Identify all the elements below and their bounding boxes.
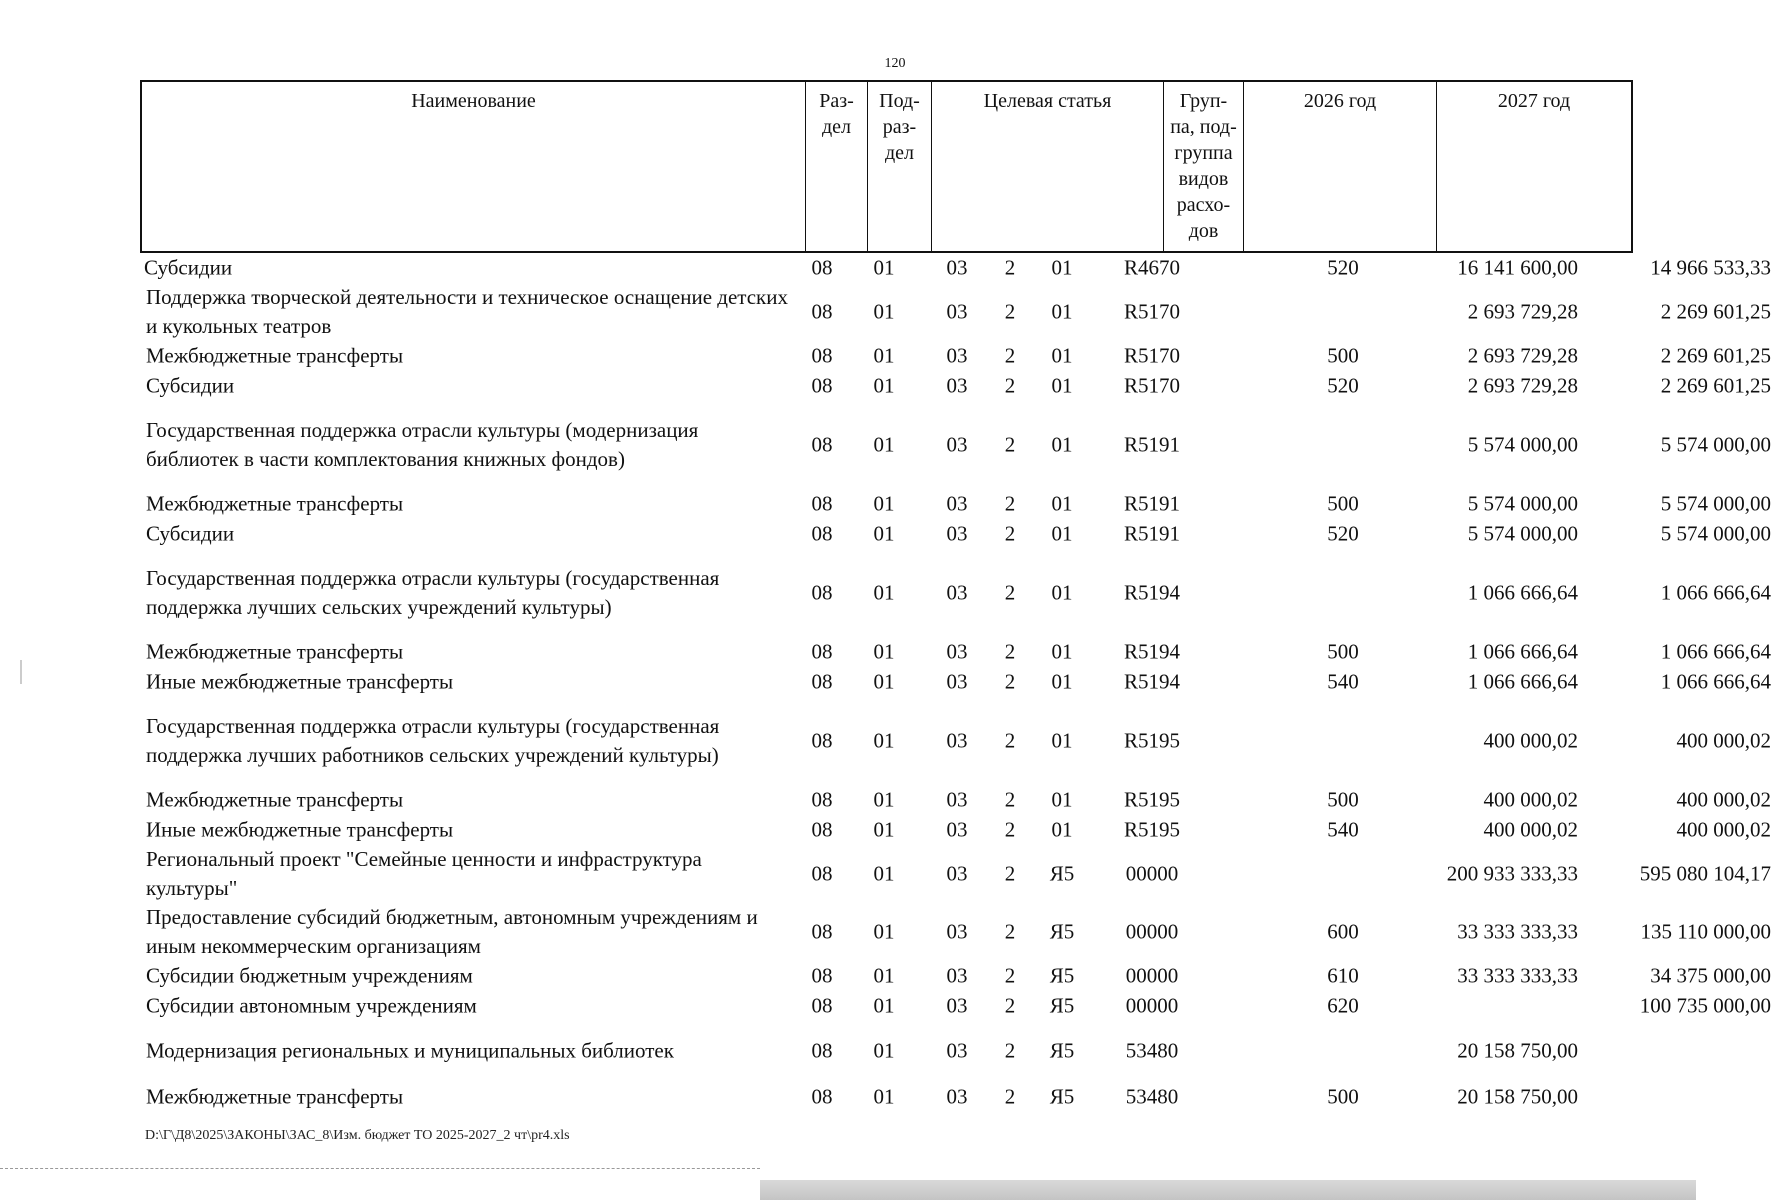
row-2026: 33 333 333,33: [1457, 919, 1578, 944]
row-group: 600: [1327, 919, 1359, 944]
table-row: [140, 283, 1771, 341]
table-row: [140, 1021, 1633, 1081]
header-gruppa-line: группа: [1174, 142, 1233, 164]
row-cs-program: 03: [946, 669, 968, 694]
row-podrazdel: 01: [873, 432, 895, 457]
row-cs-type: 2: [1004, 1038, 1016, 1063]
row-cs-subprogram: 01: [1051, 817, 1073, 842]
table-row: [140, 845, 1771, 903]
row-cs-subprogram: 01: [1051, 728, 1073, 753]
row-2026: 1 066 666,64: [1467, 580, 1578, 605]
row-2026: 2 693 729,28: [1467, 373, 1578, 398]
row-cs-program: 03: [946, 728, 968, 753]
row-podrazdel: 01: [873, 299, 895, 324]
row-podrazdel: 01: [873, 669, 895, 694]
row-podrazdel: 01: [873, 861, 895, 886]
row-group: 500: [1327, 1084, 1359, 1109]
row-group: 500: [1327, 343, 1359, 368]
row-cs-type: 2: [1004, 580, 1016, 605]
row-cs-program: 03: [946, 491, 968, 516]
row-name: Межбюджетные трансферты: [146, 1084, 404, 1109]
row-name: Межбюджетные трансферты: [146, 343, 404, 368]
row-cs-direction: R5195: [1123, 787, 1180, 812]
row-cs-type: 2: [1004, 728, 1016, 753]
row-2027: 2 269 601,25: [1660, 343, 1771, 368]
file-path-footer: D:\Г\Д8\2025\ЗАКОНЫ\ЗАС_8\Изм. бюджет ТО 2025-2027_2 чт\pr4.xls: [145, 1128, 570, 1143]
header-podrazdel-line: Под-: [879, 90, 920, 112]
row-cs-program: 03: [946, 787, 968, 812]
row-2026: 200 933 333,33: [1446, 861, 1578, 886]
row-group: 540: [1327, 669, 1359, 694]
row-cs-subprogram: 01: [1051, 639, 1073, 664]
row-2027: 400 000,02: [1676, 787, 1771, 812]
row-podrazdel: 01: [873, 580, 895, 605]
row-razdel: 08: [811, 373, 833, 398]
row-podrazdel: 01: [873, 919, 895, 944]
row-cs-direction: R5170: [1123, 343, 1180, 368]
row-cs-type: 2: [1004, 432, 1016, 457]
table-row: [140, 961, 1771, 991]
row-2027: 135 110 000,00: [1640, 919, 1771, 944]
row-2026: 400 000,02: [1483, 728, 1578, 753]
row-2026: 1 066 666,64: [1467, 669, 1578, 694]
row-name: Государственная поддержка отрасли культуры (модернизация библиотек в части комплектования книжных фондов): [146, 418, 699, 471]
header-gruppa-line: дов: [1188, 220, 1219, 242]
table-row: [140, 341, 1771, 371]
row-cs-subprogram: 01: [1051, 343, 1073, 368]
header-2027-label: 2027 год: [1497, 90, 1571, 112]
row-name: Субсидии автономным учреждениям: [146, 993, 477, 1018]
row-cs-program: 03: [946, 373, 968, 398]
row-cs-program: 03: [946, 255, 968, 280]
row-cs-subprogram: 01: [1051, 787, 1073, 812]
scan-mark: [20, 660, 22, 684]
row-group: 500: [1327, 639, 1359, 664]
header-gruppa: [1164, 82, 1244, 251]
row-group: 520: [1327, 521, 1359, 546]
table-row: [140, 1081, 1633, 1113]
row-cs-type: 2: [1004, 919, 1016, 944]
header-podrazdel-line: дел: [884, 142, 915, 164]
table-row: [140, 697, 1771, 785]
row-cs-type: 2: [1004, 817, 1016, 842]
row-2026: 400 000,02: [1483, 817, 1578, 842]
row-group: 500: [1327, 491, 1359, 516]
row-name: Субсидии бюджетным учреждениям: [146, 963, 473, 988]
row-2026: 2 693 729,28: [1467, 299, 1578, 324]
table-row: [140, 991, 1771, 1021]
row-cs-subprogram: 01: [1051, 491, 1073, 516]
row-2026: 5 574 000,00: [1467, 521, 1578, 546]
table-row: [140, 667, 1771, 697]
row-cs-program: 03: [946, 817, 968, 842]
row-razdel: 08: [811, 343, 833, 368]
row-2027: 1 066 666,64: [1660, 580, 1771, 605]
header-podrazdel: [868, 82, 932, 251]
row-razdel: 08: [811, 787, 833, 812]
row-2026: 5 574 000,00: [1467, 432, 1578, 457]
table-row: [140, 489, 1771, 519]
row-name: Иные межбюджетные трансферты: [146, 669, 454, 694]
row-2027: 34 375 000,00: [1650, 963, 1771, 988]
row-razdel: 08: [811, 1038, 833, 1063]
row-cs-subprogram: 01: [1051, 432, 1073, 457]
row-razdel: 08: [811, 861, 833, 886]
row-2027: 400 000,02: [1676, 817, 1771, 842]
row-2026: 1 066 666,64: [1467, 639, 1578, 664]
row-2027: 2 269 601,25: [1660, 299, 1771, 324]
row-cs-program: 03: [946, 919, 968, 944]
row-cs-direction: 53480: [1125, 1084, 1179, 1109]
row-cs-direction: 53480: [1125, 1038, 1179, 1063]
row-name: Межбюджетные трансферты: [146, 787, 404, 812]
scan-bottom-edge: [760, 1180, 1696, 1200]
row-cs-direction: R4670: [1123, 255, 1180, 280]
row-name: Региональный проект "Семейные ценности и инфраструктура культуры": [146, 847, 702, 900]
row-podrazdel: 01: [873, 1038, 895, 1063]
row-cs-program: 03: [946, 432, 968, 457]
row-cs-direction: R5195: [1123, 728, 1180, 753]
row-cs-type: 2: [1004, 255, 1016, 280]
row-cs-subprogram: 01: [1051, 373, 1073, 398]
header-name-label: Наименование: [411, 90, 536, 112]
row-razdel: 08: [811, 728, 833, 753]
header-2026-label: 2026 год: [1303, 90, 1377, 112]
row-name: Поддержка творческой деятельности и техническое оснащение детских и кукольных театров: [146, 285, 788, 338]
row-name: Государственная поддержка отрасли культуры (государственная поддержка лучших работников сельских учреждений культуры): [146, 714, 720, 767]
row-cs-type: 2: [1004, 787, 1016, 812]
table-row: [140, 815, 1771, 845]
row-cs-program: 03: [946, 343, 968, 368]
row-cs-subprogram: Я5: [1049, 993, 1075, 1018]
row-podrazdel: 01: [873, 817, 895, 842]
header-gruppa-line: па, под-: [1170, 116, 1237, 138]
row-2026: 20 158 750,00: [1457, 1084, 1578, 1109]
row-2026: 33 333 333,33: [1457, 963, 1578, 988]
header-razdel-line: дел: [821, 116, 852, 138]
row-cs-subprogram: Я5: [1049, 919, 1075, 944]
row-razdel: 08: [811, 1084, 833, 1109]
row-podrazdel: 01: [873, 639, 895, 664]
row-cs-subprogram: Я5: [1049, 1084, 1075, 1109]
row-2026: 2 693 729,28: [1467, 343, 1578, 368]
row-cs-direction: R5170: [1123, 299, 1180, 324]
row-podrazdel: 01: [873, 993, 895, 1018]
row-cs-type: 2: [1004, 1084, 1016, 1109]
row-name: Субсидии: [146, 521, 235, 546]
table-row: [140, 371, 1771, 401]
row-cs-direction: 00000: [1125, 993, 1179, 1018]
row-cs-type: 2: [1004, 669, 1016, 694]
row-2026: 20 158 750,00: [1457, 1038, 1578, 1063]
row-group: 610: [1327, 963, 1359, 988]
row-cs-direction: 00000: [1125, 861, 1179, 886]
row-cs-direction: R5191: [1123, 521, 1180, 546]
row-podrazdel: 01: [873, 373, 895, 398]
row-podrazdel: 01: [873, 963, 895, 988]
header-2027: [1437, 82, 1631, 251]
row-name: Иные межбюджетные трансферты: [146, 817, 454, 842]
page-number: 120: [884, 56, 906, 71]
row-podrazdel: 01: [873, 521, 895, 546]
row-cs-subprogram: 01: [1051, 580, 1073, 605]
row-podrazdel: 01: [873, 491, 895, 516]
row-razdel: 08: [811, 299, 833, 324]
row-cs-subprogram: 01: [1051, 255, 1073, 280]
row-cs-program: 03: [946, 299, 968, 324]
row-cs-type: 2: [1004, 993, 1016, 1018]
row-cs-type: 2: [1004, 861, 1016, 886]
row-2027: 5 574 000,00: [1660, 432, 1771, 457]
row-podrazdel: 01: [873, 1084, 895, 1109]
row-razdel: 08: [811, 817, 833, 842]
row-razdel: 08: [811, 580, 833, 605]
row-2027: 595 080 104,17: [1639, 861, 1771, 886]
header-2026: [1244, 82, 1437, 251]
row-2027: 14 966 533,33: [1650, 255, 1771, 280]
table-row: [140, 637, 1771, 667]
row-cs-program: 03: [946, 993, 968, 1018]
row-cs-program: 03: [946, 639, 968, 664]
row-cs-subprogram: Я5: [1049, 963, 1075, 988]
header-gruppa-line: Груп-: [1179, 90, 1228, 112]
header-razdel-line: Раз-: [819, 90, 854, 112]
header-gruppa-line: видов: [1178, 168, 1229, 190]
row-name: Субсидии: [144, 255, 233, 280]
row-2027: 5 574 000,00: [1660, 491, 1771, 516]
row-2027: 100 735 000,00: [1639, 993, 1771, 1018]
row-cs-subprogram: 01: [1051, 299, 1073, 324]
row-cs-subprogram: Я5: [1049, 1038, 1075, 1063]
row-cs-direction: R5194: [1123, 669, 1180, 694]
row-group: 500: [1327, 787, 1359, 812]
row-cs-program: 03: [946, 580, 968, 605]
row-cs-program: 03: [946, 963, 968, 988]
row-2027: 400 000,02: [1676, 728, 1771, 753]
row-cs-type: 2: [1004, 299, 1016, 324]
table-row: [140, 401, 1771, 489]
header-gruppa-line: расхо-: [1176, 194, 1231, 216]
row-group: 520: [1327, 255, 1359, 280]
row-2027: 2 269 601,25: [1660, 373, 1771, 398]
row-razdel: 08: [811, 432, 833, 457]
row-razdel: 08: [811, 993, 833, 1018]
header-name: [142, 82, 806, 251]
row-cs-subprogram: 01: [1051, 669, 1073, 694]
row-cs-program: 03: [946, 1038, 968, 1063]
row-group: 540: [1327, 817, 1359, 842]
row-cs-direction: R5170: [1123, 373, 1180, 398]
row-name: Модернизация региональных и муниципальных библиотек: [146, 1038, 674, 1063]
row-name: Предоставление субсидий бюджетным, автономным учреждениям и иным некоммерческим организациям: [146, 905, 758, 958]
table-row: [140, 785, 1771, 815]
row-razdel: 08: [811, 669, 833, 694]
row-2026: 16 141 600,00: [1457, 255, 1578, 280]
table-row: [140, 519, 1771, 549]
row-cs-type: 2: [1004, 639, 1016, 664]
scan-dashed-line: [0, 1168, 760, 1169]
row-2027: 1 066 666,64: [1660, 669, 1771, 694]
table-header: [140, 80, 1633, 253]
row-cs-program: 03: [946, 1084, 968, 1109]
row-cs-subprogram: Я5: [1049, 861, 1075, 886]
row-razdel: 08: [811, 919, 833, 944]
row-cs-subprogram: 01: [1051, 521, 1073, 546]
header-podrazdel-line: раз-: [882, 116, 917, 138]
row-razdel: 08: [811, 255, 833, 280]
row-name: Межбюджетные трансферты: [146, 639, 404, 664]
row-cs-type: 2: [1004, 521, 1016, 546]
row-group: 520: [1327, 373, 1359, 398]
row-cs-direction: R5194: [1123, 639, 1180, 664]
row-cs-direction: R5195: [1123, 817, 1180, 842]
row-podrazdel: 01: [873, 787, 895, 812]
row-podrazdel: 01: [873, 255, 895, 280]
row-podrazdel: 01: [873, 728, 895, 753]
row-cs-direction: R5191: [1123, 432, 1180, 457]
row-razdel: 08: [811, 491, 833, 516]
table-row: [140, 903, 1771, 961]
row-cs-direction: 00000: [1125, 919, 1179, 944]
row-podrazdel: 01: [873, 343, 895, 368]
row-name: Межбюджетные трансферты: [146, 491, 404, 516]
row-cs-direction: 00000: [1125, 963, 1179, 988]
row-cs-direction: R5194: [1123, 580, 1180, 605]
row-group: 620: [1327, 993, 1359, 1018]
table-row: [140, 549, 1771, 637]
row-cs-type: 2: [1004, 343, 1016, 368]
row-cs-direction: R5191: [1123, 491, 1180, 516]
row-2026: 5 574 000,00: [1467, 491, 1578, 516]
header-razdel: [806, 82, 868, 251]
row-cs-program: 03: [946, 521, 968, 546]
row-2027: 1 066 666,64: [1660, 639, 1771, 664]
row-razdel: 08: [811, 521, 833, 546]
header-celevaya: [932, 82, 1164, 251]
row-cs-type: 2: [1004, 963, 1016, 988]
row-cs-type: 2: [1004, 491, 1016, 516]
row-cs-type: 2: [1004, 373, 1016, 398]
row-cs-program: 03: [946, 861, 968, 886]
table-row: [140, 253, 1771, 283]
header-celevaya-label: Целевая статья: [983, 90, 1112, 112]
row-razdel: 08: [811, 639, 833, 664]
row-name: Государственная поддержка отрасли культуры (государственная поддержка лучших сельских учреждений культуры): [146, 566, 720, 619]
row-2026: 400 000,02: [1483, 787, 1578, 812]
row-name: Субсидии: [146, 373, 235, 398]
row-2027: 5 574 000,00: [1660, 521, 1771, 546]
row-razdel: 08: [811, 963, 833, 988]
